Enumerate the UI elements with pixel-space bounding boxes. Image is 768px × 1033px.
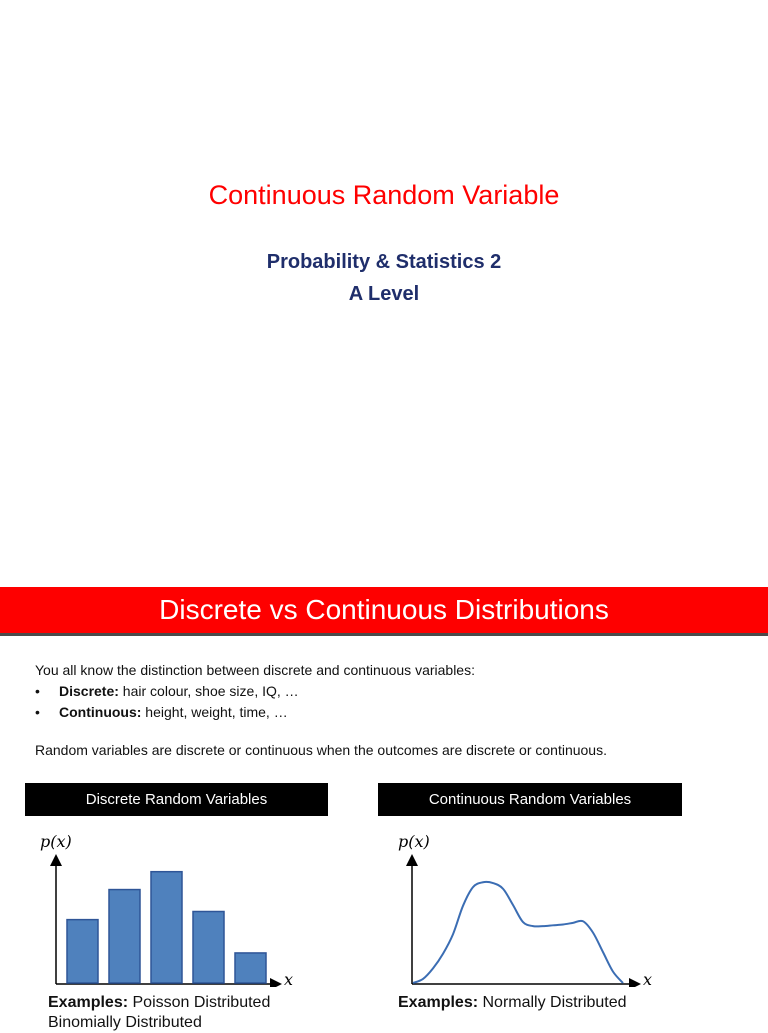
bar-5 [235, 953, 266, 983]
slide-banner: Discrete vs Continuous Distributions [0, 587, 768, 636]
continuous-examples [398, 993, 627, 1013]
examples-text: Poisson Distributed [128, 994, 271, 1011]
continuous-chart [385, 827, 675, 987]
discrete-chart-svg [30, 827, 320, 987]
discrete-label: Discrete Random Variables [25, 783, 328, 816]
examples-term: Examples: [398, 994, 479, 1011]
bar-4 [193, 912, 224, 984]
discrete-chart [30, 827, 320, 987]
y-axis-label: p(x) [398, 832, 430, 851]
y-axis-label: p(x) [40, 832, 72, 851]
discrete-examples [48, 993, 270, 1033]
density-curve [413, 882, 623, 983]
examples-line-2: Binomially Distributed [48, 1014, 202, 1031]
examples-text: Normally Distributed [478, 994, 627, 1011]
bar-3 [151, 872, 182, 983]
bullet-text: height, weight, time, … [141, 704, 288, 720]
bullet-text: hair colour, shoe size, IQ, … [118, 683, 299, 699]
x-axis-label: x [284, 970, 294, 987]
subtitle-line-2: A Level [348, 283, 420, 305]
continuous-chart-svg [385, 827, 675, 987]
bullet-item [35, 702, 299, 723]
slide-subtitle [0, 246, 768, 310]
x-axis-label: x [643, 970, 653, 987]
bullet-list [35, 681, 299, 723]
bullet-dot: • [35, 704, 40, 720]
intro-text: You all know the distinction between discrete and continuous variables: [35, 662, 475, 678]
bullet-term: Discrete: [59, 683, 119, 699]
random-variable-note: Random variables are discrete or continuous when the outcomes are discrete or continuous. [35, 742, 607, 758]
bar-1 [67, 920, 98, 983]
bullet-item [35, 681, 299, 702]
bullet-term: Continuous: [59, 704, 142, 720]
subtitle-line-1: Probability & Statistics 2 [266, 251, 502, 273]
examples-term: Examples: [48, 994, 129, 1011]
bullet-dot: • [35, 683, 40, 699]
continuous-label: Continuous Random Variables [378, 783, 682, 816]
content-slide [0, 587, 768, 1031]
bar-2 [109, 890, 140, 983]
slide-title: Continuous Random Variable [208, 180, 560, 210]
